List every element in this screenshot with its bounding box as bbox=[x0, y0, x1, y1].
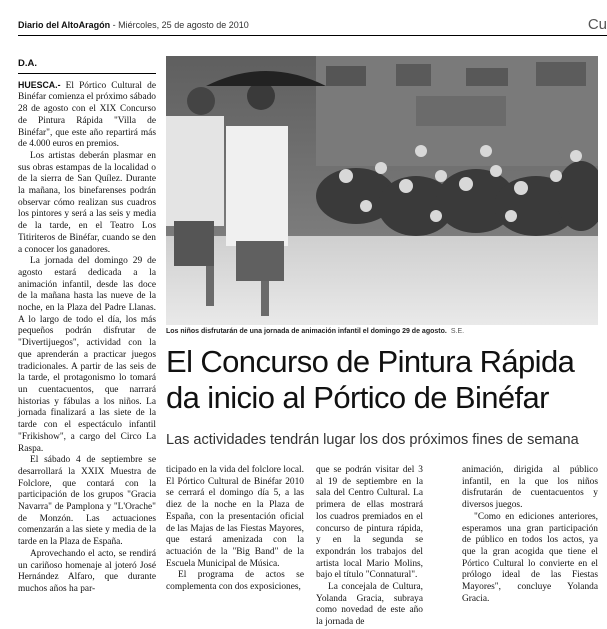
byline: D.A. bbox=[18, 58, 37, 69]
paragraph: La concejala de Cultura, Yolanda Gracia, subraya como novedad de este año la jornada de bbox=[316, 582, 423, 628]
photo-illustration bbox=[166, 56, 598, 325]
subheadline: Las actividades tendrán lugar los dos próximos fines de semana bbox=[166, 432, 579, 448]
byline-rule bbox=[18, 73, 156, 74]
body-column-1 bbox=[166, 465, 304, 594]
caption-text: Los niños disfrutarán de una jornada de animación infantil el domingo 29 de agosto. bbox=[166, 328, 447, 335]
article-photo bbox=[166, 56, 598, 325]
photo-credit: S.E. bbox=[450, 328, 465, 335]
paragraph: El programa de actos se complementa con dos exposiciones, bbox=[166, 570, 304, 593]
paragraph: Aprovechando el acto, se rendirá un cariñoso homenaje al joteró José Hernández Alfaro, que durante muchos años ha par- bbox=[18, 548, 156, 594]
paragraph: La jornada del domingo 29 de agosto estará dedicada a la animación infantil, desde las doce de la mañana hasta las nueve de la noche, en la Plaza del Padre Llanas. A lo largo de todo el día, los más pequeños podrán disfrutar de "Divertijuegos", actividad con la que aprenderán a practicar juegos tradicionales. A partir de las seis de la tarde, el protagonismo lo tomará un cuentacuentos, que narrará historias y fábulas a los niños. La jornada finalizará a las siete de la tarde con el espectáculo infantil "Frikishow", a cargo del Circo La Raspa. bbox=[18, 256, 156, 454]
paragraph: Los artistas deberán plasmar en sus obras estampas de la localidad o de la sierra de San Quílez. Durante la mañana, los binefarenses podrán observar cómo realizan sus cuadros los pintores y será a las seis y media de la tarde, en el Teatro Los Titiriteros de Binéfar, cuando se den a conocer los ganadores. bbox=[18, 150, 156, 255]
issue-date: - Miércoles, 25 de agosto de 2010 bbox=[110, 20, 249, 30]
section-name: Cu bbox=[587, 16, 607, 33]
article-left-column bbox=[18, 58, 156, 596]
headline: El Concurso de Pintura Rápida da inicio al Pórtico de Binéfar bbox=[166, 344, 575, 415]
masthead-rule bbox=[18, 35, 607, 36]
paragraph: "Como en ediciones anteriores, esperamos una gran participación de público en todos los actos, ya que la gran acogida que tiene el Pórtico Cultural lo convierte en el prólogo ideal de las Fiestas Mayores", concluye Yolanda Gracia. bbox=[462, 511, 598, 604]
dateline: HUESCA.- bbox=[18, 79, 61, 90]
paragraph-text: El Pórtico Cultural de Binéfar comienza el próximo sábado 28 de agosto con el XIX Concurso de Pintura Rápida "Villa de Binéfar", que este año repartirá más de 4.000 euros en premios. bbox=[18, 80, 156, 150]
newspaper-name: Diario del AltoAragón bbox=[18, 20, 111, 30]
photo-caption bbox=[166, 328, 598, 338]
paragraph: que se podrán visitar del 3 al 19 de septiembre en la sala del Centro Cultural. La primera de ellas mostrará los cuadros premiados en el concurso de pintura rápida, y en la segunda se expondrán los trabajos del artista local Mario Molins, bajo el título "Connatural". bbox=[316, 465, 423, 581]
body-column-2 bbox=[316, 465, 423, 629]
paragraph: El sábado 4 de septiembre se desarrollará la XXIX Muestra de Folclore, que contará con la participación de los grupos "Gracia Navarra" de Pamplona y "L'Orache" de Monzón. Las actuaciones comenzarán a las siete y media de la tarde en la Plaza de España. bbox=[18, 455, 156, 548]
body-column-3 bbox=[462, 465, 598, 605]
paragraph: ticipado en la vida del folclore local. El Pórtico Cultural de Binéfar 2010 se cerrará el domingo día 5, a las diez de la noche en la Plaza de España, con la presentación oficial de las Majas de las Fiestas Mayores, que estará amenizada con la actuación de la "Big Band" de la Escuela Municipal de Música. bbox=[166, 465, 304, 569]
paragraph bbox=[18, 80, 156, 151]
paragraph: animación, dirigida al público infantil, en la que los niños disfrutarán de cuentacuentos y diversos juegos. bbox=[462, 465, 598, 511]
